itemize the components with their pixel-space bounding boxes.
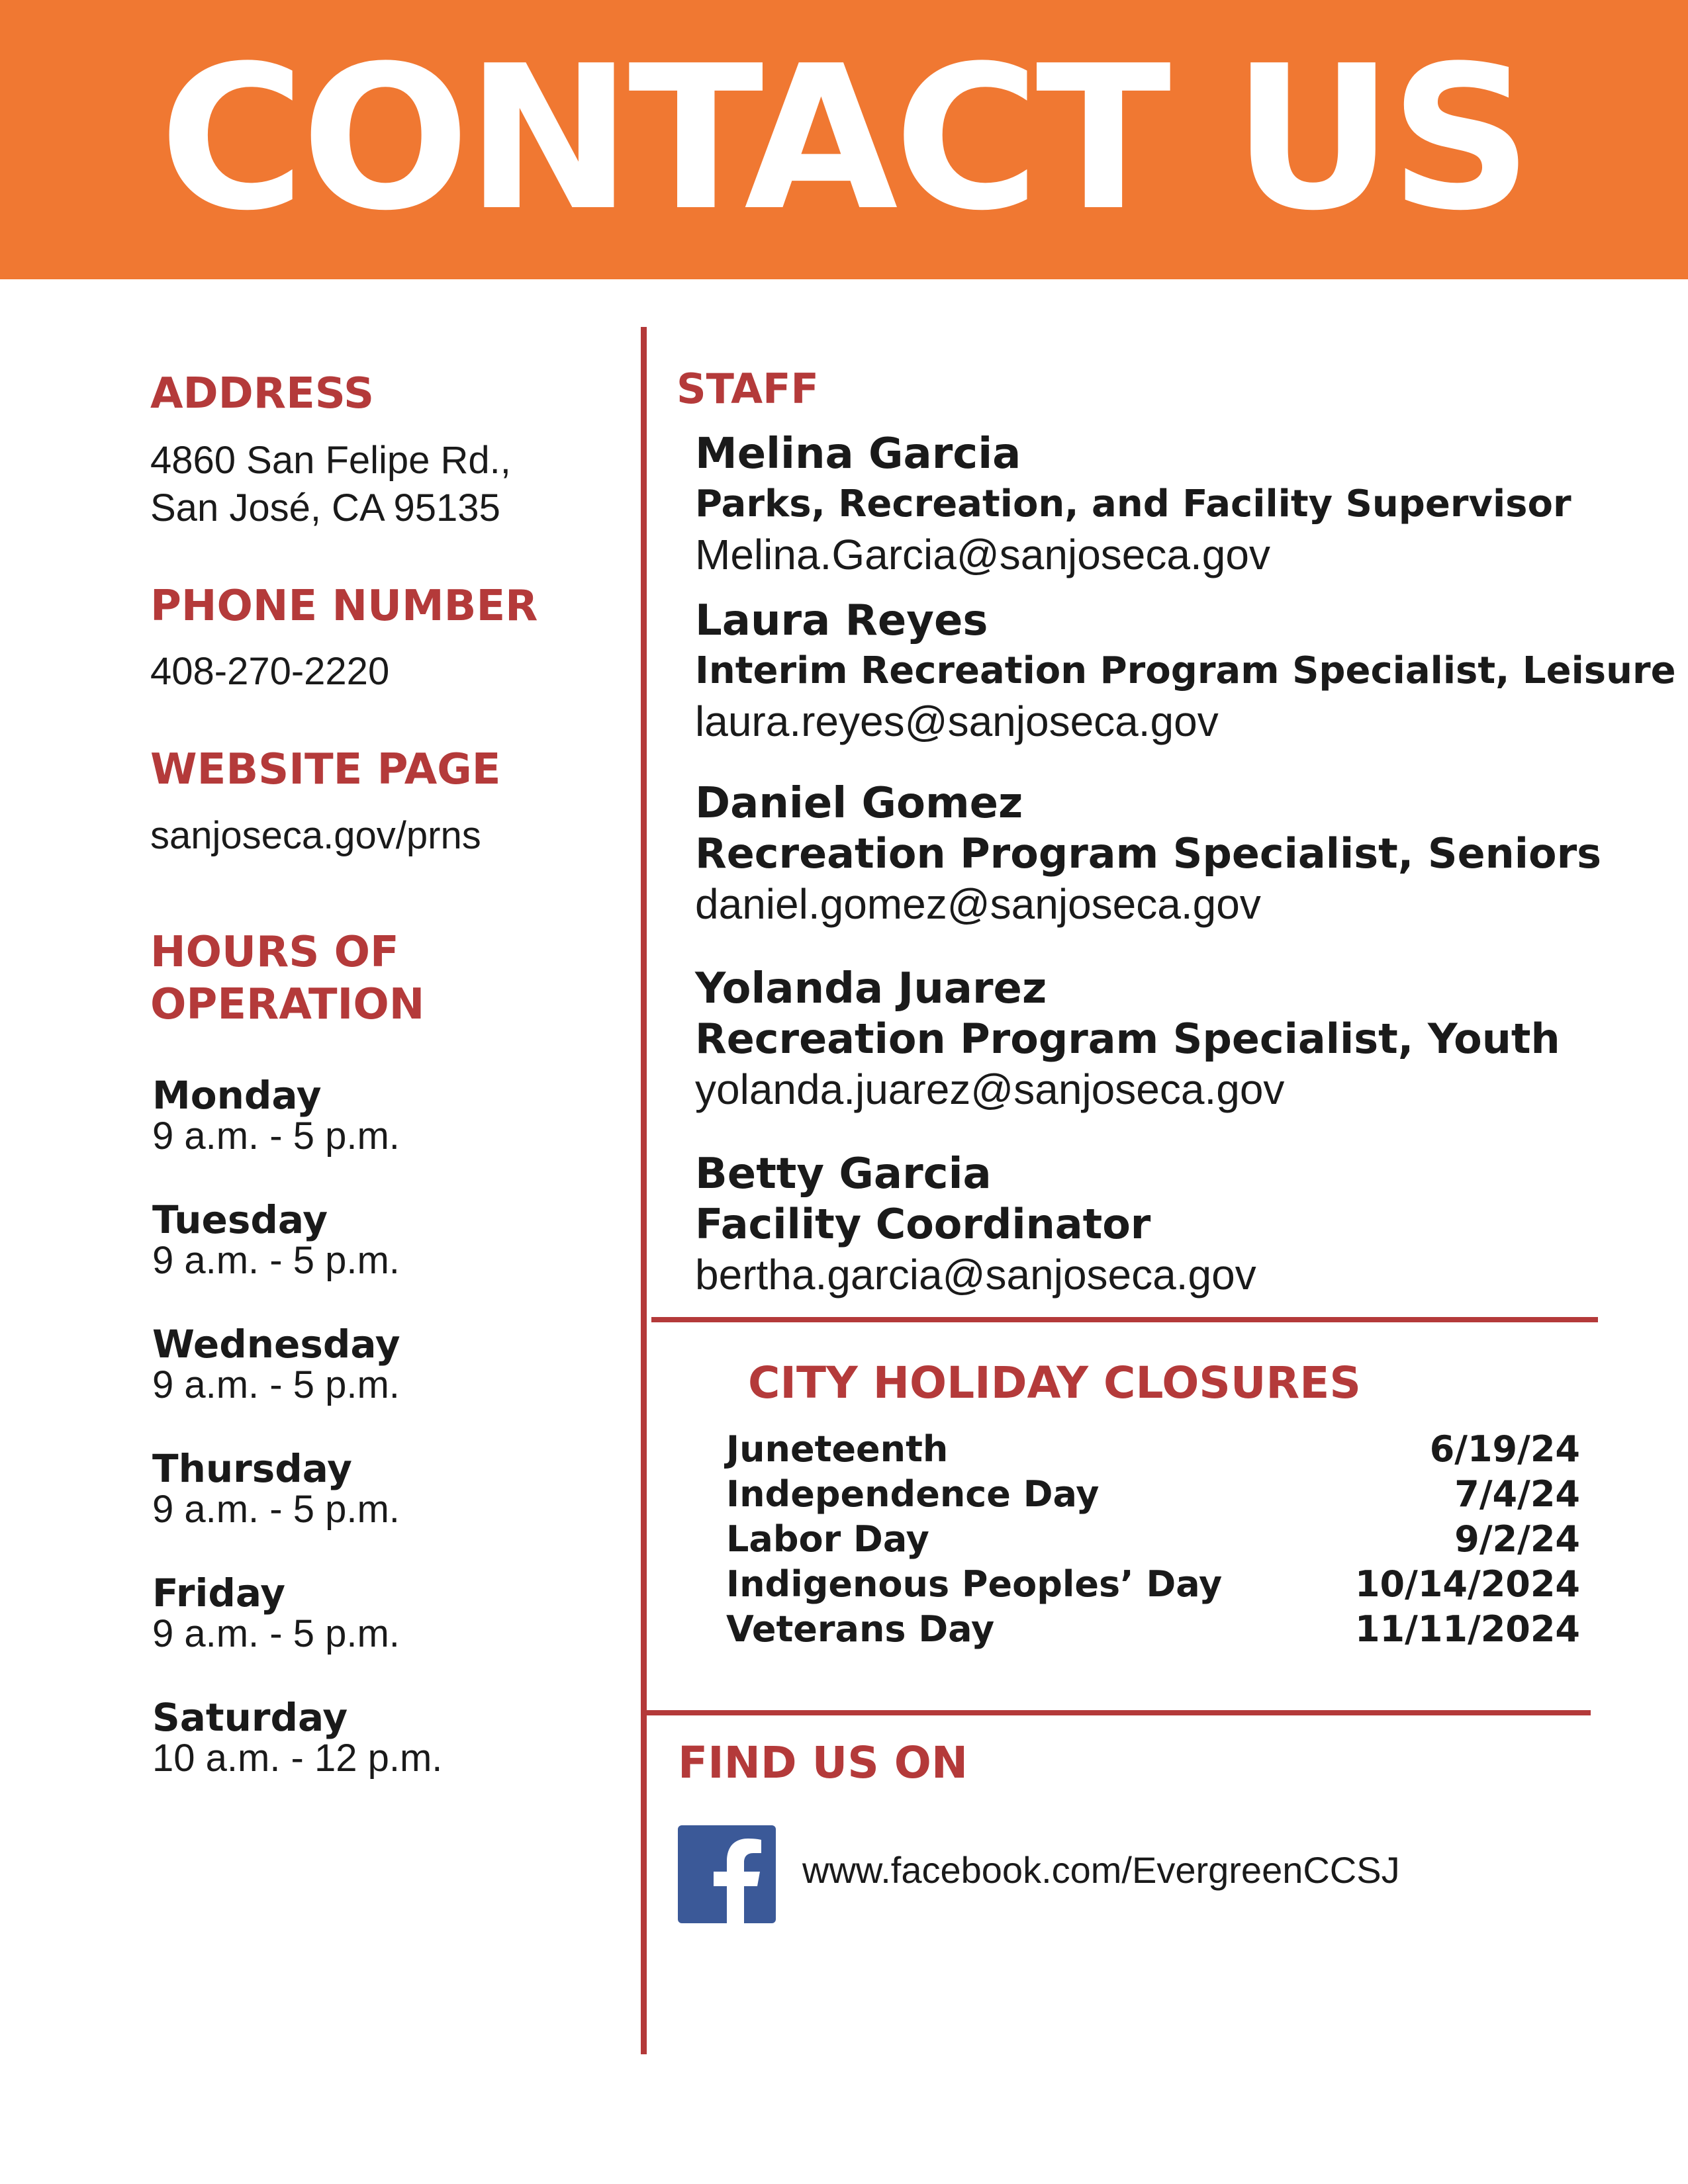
day-hours: 9 a.m. - 5 p.m. <box>152 1239 400 1282</box>
staff-title: Parks, Recreation, and Facility Supervisor <box>695 482 1571 525</box>
day-name: Tuesday <box>152 1197 328 1242</box>
facebook-url-link[interactable]: www.facebook.com/EvergreenCCSJ <box>802 1849 1400 1891</box>
holiday-heading: CITY HOLIDAY CLOSURES <box>748 1357 1361 1408</box>
staff-name: Laura Reyes <box>695 596 988 645</box>
hours-entry-wednesday <box>152 1324 616 1406</box>
staff-email[interactable]: bertha.garcia@sanjoseca.gov <box>695 1251 1256 1298</box>
holiday-date: 10/14/2024 <box>1354 1563 1580 1605</box>
day-name: Friday <box>152 1570 286 1615</box>
staff-title: Facility Coordinator <box>695 1200 1151 1248</box>
holiday-name: Indigenous Peoples’ Day <box>726 1563 1223 1605</box>
staff-member <box>695 964 1655 1115</box>
page-title: CONTACT US <box>159 23 1529 254</box>
hours-heading-line-2: OPERATION <box>150 980 425 1029</box>
staff-member <box>695 596 1676 747</box>
address-heading: ADDRESS <box>150 369 375 418</box>
holiday-name: Labor Day <box>726 1518 929 1560</box>
phone-number[interactable]: 408-270-2220 <box>150 650 390 693</box>
holiday-row <box>726 1517 1580 1562</box>
day-hours: 9 a.m. - 5 p.m. <box>152 1612 400 1655</box>
staff-member <box>695 1149 1655 1300</box>
staff-email[interactable]: laura.reyes@sanjoseca.gov <box>695 698 1219 745</box>
social-heading: FIND US ON <box>678 1737 968 1788</box>
staff-name: Daniel Gomez <box>695 779 1023 828</box>
hours-entry-thursday <box>152 1448 616 1530</box>
day-name: Thursday <box>152 1446 352 1491</box>
staff-name: Betty Garcia <box>695 1150 992 1199</box>
staff-member <box>695 778 1655 929</box>
holiday-date: 11/11/2024 <box>1354 1608 1580 1650</box>
staff-name: Melina Garcia <box>695 430 1021 478</box>
website-link[interactable]: sanjoseca.gov/prns <box>150 814 481 857</box>
holiday-date: 7/4/24 <box>1454 1473 1580 1515</box>
header-banner <box>0 0 1688 279</box>
day-hours: 9 a.m. - 5 p.m. <box>152 1488 400 1531</box>
day-name: Wednesday <box>152 1322 400 1367</box>
holiday-name: Juneteenth <box>726 1428 949 1470</box>
hours-entry-tuesday <box>152 1199 616 1281</box>
staff-heading: STAFF <box>677 365 819 413</box>
hours-heading-line-1: HOURS OF <box>150 928 399 977</box>
address-line-1: 4860 San Felipe Rd., <box>150 439 511 482</box>
staff-title: Recreation Program Specialist, Youth <box>695 1015 1560 1063</box>
staff-title: Interim Recreation Program Specialist, Leisure <box>695 649 1676 692</box>
phone-heading: PHONE NUMBER <box>150 582 538 631</box>
holiday-name: Independence Day <box>726 1473 1100 1515</box>
staff-holiday-divider <box>651 1317 1598 1322</box>
day-hours: 10 a.m. - 12 p.m. <box>152 1737 443 1780</box>
facebook-icon[interactable] <box>678 1825 776 1923</box>
holiday-row <box>726 1427 1580 1472</box>
holiday-date: 6/19/24 <box>1429 1428 1580 1470</box>
holiday-row <box>726 1562 1580 1607</box>
staff-email[interactable]: yolanda.juarez@sanjoseca.gov <box>695 1066 1285 1113</box>
staff-email[interactable]: Melina.Garcia@sanjoseca.gov <box>695 531 1270 578</box>
column-divider <box>641 327 647 2054</box>
hours-entry-saturday <box>152 1697 616 1779</box>
holiday-name: Veterans Day <box>726 1608 995 1650</box>
hours-entry-friday <box>152 1572 616 1655</box>
day-hours: 9 a.m. - 5 p.m. <box>152 1115 400 1158</box>
holiday-row <box>726 1607 1580 1652</box>
staff-name: Yolanda Juarez <box>695 964 1047 1013</box>
staff-email[interactable]: daniel.gomez@sanjoseca.gov <box>695 880 1261 928</box>
staff-title: Recreation Program Specialist, Seniors <box>695 829 1602 878</box>
staff-member <box>695 429 1655 580</box>
hours-entry-monday <box>152 1075 616 1157</box>
address-line-2: San José, CA 95135 <box>150 486 500 529</box>
day-hours: 9 a.m. - 5 p.m. <box>152 1363 400 1406</box>
holiday-row <box>726 1472 1580 1517</box>
facebook-logo-glyph <box>678 1825 776 1923</box>
day-name: Monday <box>152 1073 322 1118</box>
holiday-social-divider <box>647 1710 1591 1715</box>
website-heading: WEBSITE PAGE <box>150 745 501 794</box>
day-name: Saturday <box>152 1695 348 1740</box>
holiday-date: 9/2/24 <box>1454 1518 1580 1560</box>
